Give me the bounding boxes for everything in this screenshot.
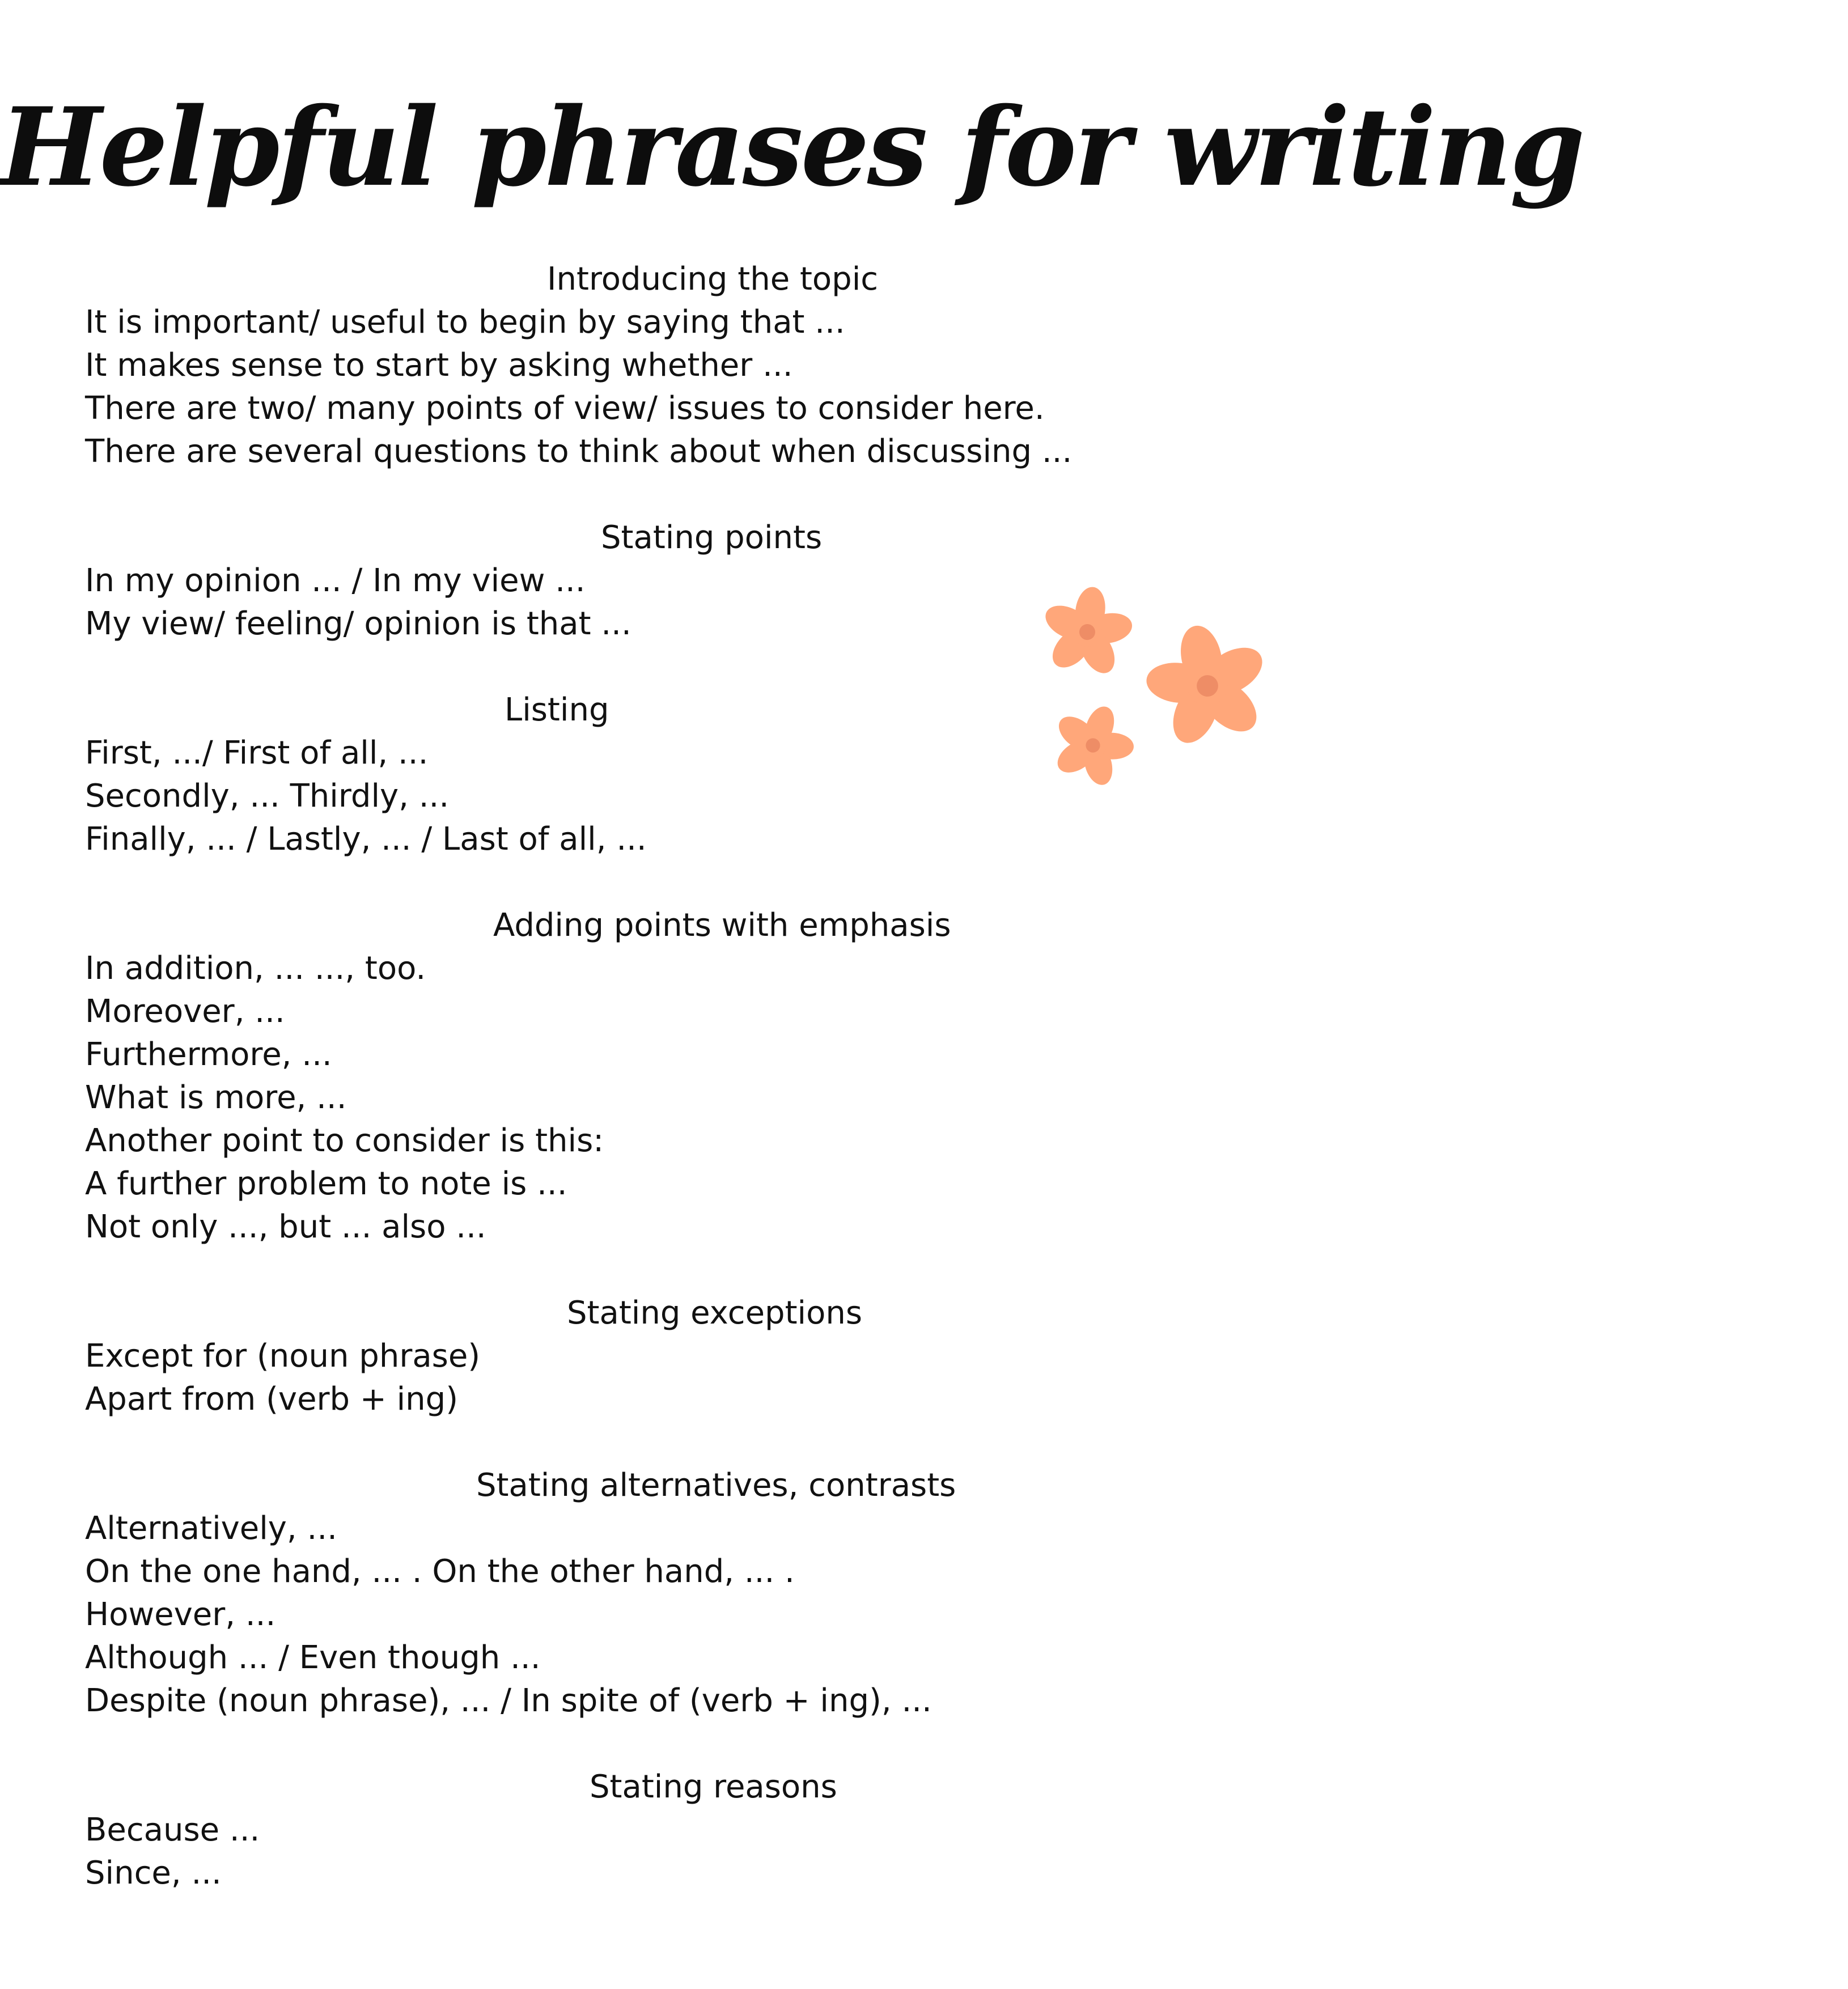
phrase-line: Alternatively, ... — [85, 1510, 337, 1547]
phrase-line: There are two/ many points of view/ issues to consider here. — [85, 390, 1045, 427]
section-gap — [85, 1421, 1332, 1464]
phrase-line: Another point to consider is this: — [85, 1122, 604, 1159]
phrase-line: Apart from (verb + ing) — [85, 1381, 459, 1418]
section-adding-points — [85, 904, 1332, 1249]
section-heading: Adding points with emphasis — [493, 907, 951, 944]
phrase-line: Despite (noun phrase), ... / In spite of (verb + ing), ... — [85, 1682, 932, 1719]
flower-icon — [1039, 692, 1147, 798]
phrase-line: Not only ..., but ... also ... — [85, 1208, 486, 1245]
section-gap — [85, 473, 1332, 516]
section-stating-reasons — [85, 1766, 1332, 1895]
flower-icon — [1034, 580, 1141, 684]
phrase-line: In my opinion ... / In my view ... — [85, 562, 586, 599]
section-stating-exceptions — [85, 1292, 1332, 1421]
section-stating-alternatives — [85, 1464, 1332, 1723]
section-heading: Introducing the topic — [547, 261, 879, 298]
phrase-line: First, .../ First of all, ... — [85, 735, 429, 771]
phrase-line: Because ... — [85, 1812, 260, 1848]
flower-icon — [1131, 613, 1283, 760]
flowers-decoration — [1037, 572, 1292, 816]
phrase-line: Except for (noun phrase) — [85, 1338, 481, 1375]
phrase-line: However, ... — [85, 1596, 276, 1633]
section-heading: Stating alternatives, contrasts — [476, 1467, 956, 1504]
phrase-line: Although ... / Even though ... — [85, 1639, 541, 1676]
section-gap — [85, 861, 1332, 904]
phrase-line: Moreover, ... — [85, 993, 285, 1030]
phrase-line: It is important/ useful to begin by saying that ... — [85, 304, 845, 341]
section-heading: Listing — [505, 692, 609, 728]
section-gap — [85, 1249, 1332, 1292]
phrase-line: A further problem to note is ... — [85, 1165, 567, 1202]
phrase-line: On the one hand, ... . On the other hand, ... . — [85, 1553, 795, 1590]
section-gap — [85, 1723, 1332, 1766]
section-heading: Stating reasons — [590, 1769, 837, 1805]
phrase-line: Since, ... — [85, 1855, 222, 1892]
section-introducing-topic — [85, 258, 1332, 473]
section-heading: Stating points — [601, 519, 823, 556]
phrase-line: There are several questions to think about when discussing ... — [85, 433, 1073, 470]
section-heading: Stating exceptions — [567, 1295, 863, 1331]
phrase-list — [85, 258, 1332, 1895]
phrase-line: Furthermore, ... — [85, 1036, 332, 1073]
phrase-line: It makes sense to start by asking whether ... — [85, 347, 793, 384]
phrase-line: Finally, ... / Lastly, ... / Last of all, ... — [85, 821, 647, 858]
phrase-line: What is more, ... — [85, 1079, 347, 1116]
phrase-line: My view/ feeling/ opinion is that ... — [85, 605, 631, 642]
page-title: Helpful phrases for writing — [0, 84, 1583, 210]
phrase-line: Secondly, ... Thirdly, ... — [85, 778, 450, 815]
phrase-line: In addition, ... ..., too. — [85, 950, 426, 987]
